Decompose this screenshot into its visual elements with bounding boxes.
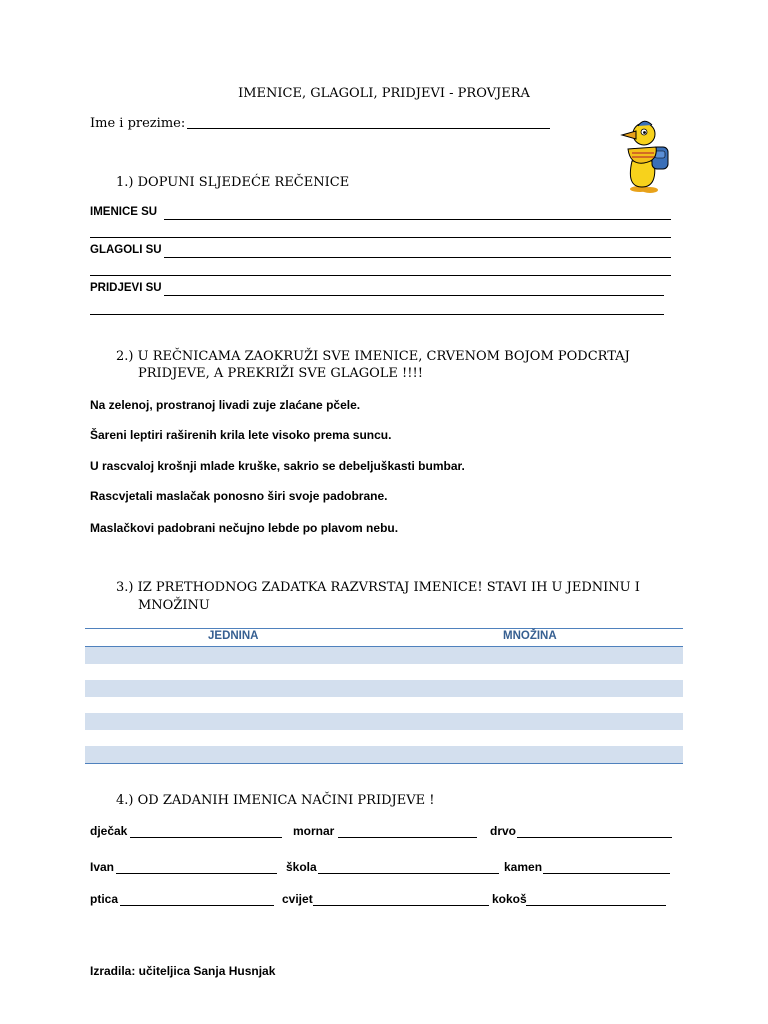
table-row <box>85 680 683 697</box>
noun-word: Ivan <box>90 860 115 874</box>
column-header-singular: JEDNINA <box>208 630 259 642</box>
sentence: Rascvjetali maslačak ponosno širi svoje padobrane. <box>90 489 388 503</box>
answer-line <box>338 837 477 838</box>
noun-word: cvijet <box>282 892 313 906</box>
name-label: Ime i prezime: <box>90 116 186 131</box>
sentence: Na zelenoj, prostranoj livadi zuje zlaćane pčele. <box>90 398 361 412</box>
column-header-plural: MNOŽINA <box>503 630 557 642</box>
answer-line <box>164 219 671 220</box>
table-row <box>85 647 683 664</box>
table-row <box>85 697 683 714</box>
answer-line <box>164 257 671 258</box>
answer-line <box>313 905 489 906</box>
answer-line <box>90 314 664 315</box>
sentence: Šareni leptiri raširenih krila lete visoko prema suncu. <box>90 428 392 442</box>
name-line <box>187 128 550 129</box>
answer-line <box>164 295 664 296</box>
author-credit: Izradila: učiteljica Sanja Husnjak <box>90 964 276 978</box>
task2-heading-line1: 2.) U REČNICAMA ZAOKRUŽI SVE IMENICE, CRVENOM BOJOM PODCRTAJ <box>116 349 630 364</box>
table-row <box>85 664 683 681</box>
table-row <box>85 746 683 763</box>
answer-line <box>318 873 499 874</box>
verbs-label: GLAGOLI SU <box>90 244 162 256</box>
table-row <box>85 713 683 730</box>
adjectives-label: PRIDJEVI SU <box>90 282 162 294</box>
table-header <box>85 629 683 647</box>
answer-line <box>543 873 670 874</box>
task3-heading-line2: MNOŽINU <box>138 598 210 613</box>
noun-word: škola <box>286 860 317 874</box>
table-row <box>85 730 683 747</box>
sentence: Maslačkovi padobrani nečujno lebde po plavom nebu. <box>90 521 399 535</box>
answer-line <box>90 237 671 238</box>
nouns-label: IMENICE SU <box>90 206 158 218</box>
answer-line <box>116 873 277 874</box>
noun-word: dječak <box>90 824 128 838</box>
task4-heading: 4.) OD ZADANIH IMENICA NAČINI PRIDJEVE ! <box>116 793 435 808</box>
answer-line <box>120 905 274 906</box>
answer-line <box>526 905 666 906</box>
task1-heading: 1.) DOPUNI SLJEDEĆE REČENICE <box>116 175 350 190</box>
answer-line <box>90 275 671 276</box>
noun-word: mornar <box>293 824 335 838</box>
duck-with-backpack-icon <box>614 117 674 195</box>
noun-word: drvo <box>490 824 517 838</box>
answer-line <box>517 837 672 838</box>
noun-word: kokoš <box>492 892 527 906</box>
task2-heading-line2: PRIDJEVE, A PREKRIŽI SVE GLAGOLE !!!! <box>138 366 423 381</box>
page-title: IMENICE, GLAGOLI, PRIDJEVI - PROVJERA <box>238 86 530 101</box>
task3-heading-line1: 3.) IZ PRETHODNOG ZADATKA RAZVRSTAJ IMENICE! STAVI IH U JEDNINU I <box>116 580 640 595</box>
answer-line <box>130 837 282 838</box>
noun-word: ptica <box>90 892 119 906</box>
noun-word: kamen <box>504 860 543 874</box>
sentence: U rascvaloj krošnji mlade kruške, sakrio se debeljuškasti bumbar. <box>90 459 465 473</box>
singular-plural-table <box>85 628 683 764</box>
